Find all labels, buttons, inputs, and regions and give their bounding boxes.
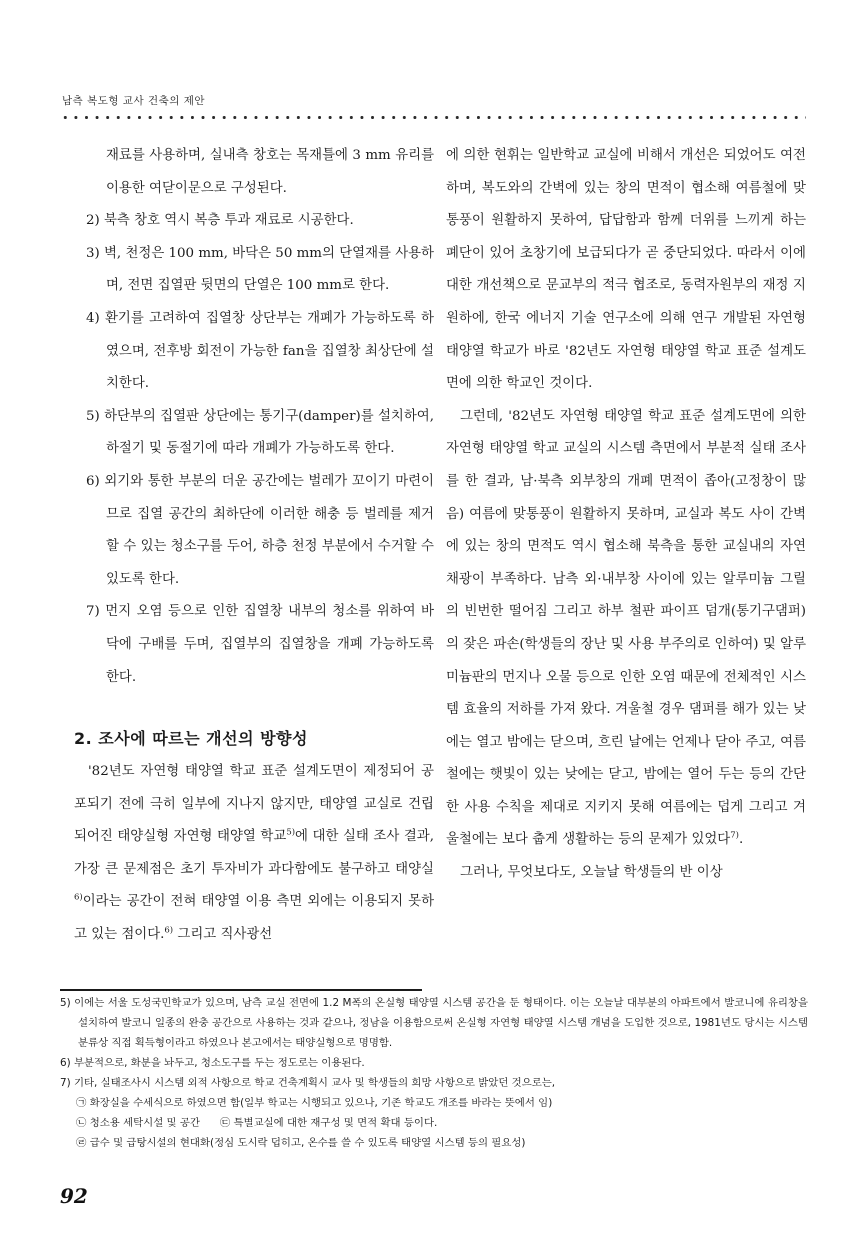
body-text: '82년도 자연형 태양열 학교 표준 설계도면이 제정되어 공포되기 전에 극히 일부에 지나지 않지만, 태양열 교실로 건립되어진 태양실형 자연형 태양열 학교	[74, 764, 434, 845]
footnote-6: 6) 부분적으로, 화분을 놔두고, 청소도구를 두는 정도로는 이용된다.	[60, 1057, 365, 1069]
running-header: 남측 복도형 교사 건축의 제안	[62, 95, 206, 107]
body-paragraph	[74, 756, 434, 952]
body-text: 그리고 직사광선	[173, 927, 273, 943]
lead-paragraph: 재료를 사용하며, 실내측 창호는 목재틀에 3 mm 유리를 이용한 여닫이문으로 구성된다.	[106, 148, 434, 196]
footnote-ref: 7)	[730, 831, 739, 841]
footnote-rule	[60, 989, 422, 991]
list-item: 5) 하단부의 집열판 상단에는 통기구(damper)를 설치하여, 하절기 및 동절기에 따라 개폐가 가능하도록 한다.	[86, 408, 434, 457]
list-item: 6) 외기와 통한 부분의 더운 공간에는 벌레가 꼬이기 마련이므로 집열 공간의 최하단에 이러한 해충 등 벌레를 제거할 수 있는 청소구를 두어, 하층 천정 부분에서 수거할 수 있도록 한다.	[86, 473, 434, 587]
body-text: 이라는 공간이 전혀 태양열 이용 측면 외에는 이용되지 못하고 있는 점이다.	[74, 894, 434, 943]
footnote-7-item: ㉣ 급수 및 급탕시설의 현대화(정심 도시락 덥히고, 온수를 쓸 수 있도록 태양열 시스템 등의 필요성)	[76, 1137, 526, 1149]
body-paragraph: 에 의한 현휘는 일반학교 교실에 비해서 개선은 되었어도 여전하며, 복도와의 간벽에 있는 창의 면적이 협소해 여름철에 맞통풍이 원활하지 못하여, 답답함과 함께 더위를 느끼게 하는 폐단이 있어 초창기에 보급되다가 곧 중단되었다. 따라서 이에 대한 개선책으로 문교부의 적극 협조로, 동력자원부의 재정 지원하에, 한국 에너지 기술 연구소에 의해 연구 개발된 자연형 태양열 학교가 바로 '82년도 자연형 태양열 학교 표준 설계도면에 의한 학교인 것이다.	[446, 148, 806, 392]
page-number: 92	[60, 1184, 88, 1208]
section-heading: 2. 조사에 따르는 개선의 방향성	[74, 729, 308, 749]
right-column	[446, 140, 806, 890]
footnote-7: 7) 기타, 실태조사시 시스템 외적 사항으로 학교 건축계획시 교사 및 학생들의 희망 사항으로 밝았던 것으로는,	[60, 1077, 556, 1089]
body-text: 에 대한 실태 조사 결과, 가장 큰 문제점은 초기 투자비가 과다함에도 불구하고 태양실	[74, 829, 434, 877]
list-item: 4) 환기를 고려하여 집열창 상단부는 개폐가 가능하도록 하였으며, 전후방 회전이 가능한 fan을 집열창 최상단에 설치한다.	[86, 310, 434, 392]
body-paragraph: 그러나, 무엇보다도, 오늘날 학생들의 반 이상	[460, 865, 723, 881]
body-paragraph	[446, 401, 806, 857]
footnote-5: 5) 이에는 서울 도성국민학교가 있으며, 남측 교실 전면에 1.2 M폭의 온실형 태양열 시스템 공간을 둔 형태이다. 이는 오늘날 대부분의 아파트에서 발코니에 유리창을 설치하여 발코니 일종의 완충 공간으로 사용하는 것과 같으나, 정남을 이용함으로써 온실형 자연형 태양열 시스템 개념을 도입한 것으로, 1981년도 당시는 시스템 분류상 직접 획득형이라고 하였으나 본고에서는 태양실형으로 명명함.	[60, 997, 808, 1049]
footnote-ref: 6)	[164, 925, 174, 936]
dotted-rule	[60, 113, 806, 122]
footnote-7-subitem: ㉢ 특별교실에 대한 재구성 및 면적 확대 등이다.	[219, 1117, 438, 1129]
list-item: 7) 먼지 오염 등으로 인한 집열창 내부의 청소를 위하여 바닥에 구배를 두며, 집열부의 집열창을 개폐 가능하도록 한다.	[86, 604, 434, 685]
footnote-7-item: ㉠ 화장실을 수세식으로 하였으면 함(일부 학교는 시행되고 있으나, 기존 학교도 개조를 바라는 뜻에서 임)	[76, 1097, 553, 1109]
body-text: .	[738, 832, 744, 848]
footnote-7-item	[60, 1113, 808, 1133]
footnote-ref: 5)	[286, 827, 296, 838]
footnote-7-subitem: ㉡ 청소용 세탁시설 및 공간	[76, 1117, 200, 1129]
list-item: 2) 북측 창호 역시 복층 투과 재료로 시공한다.	[86, 213, 354, 229]
body-text: 그런데, '82년도 자연형 태양열 학교 표준 설계도면에 의한 자연형 태양열 학교 교실의 시스템 측면에서 부분적 실태 조사를 한 결과, 남·북측 외부창의 개폐 면적이 좁아(고정창이 많음) 여름에 맞통풍이 원활하지 못하며, 교실과 복도 사이 간벽에 있는 창의 면적도 역시 협소해 북측을 통한 교실내의 자연 채광이 부족하다. 남측 외·내부창 사이에 있는 알루미늄 그릴의 빈번한 떨어짐 그리고 하부 철판 파이프 덤개(통기구댐퍼)의 잦은 파손(학생들의 장난 및 사용 부주의로 인하여) 및 알루미늄판의 먼지나 오물 등으로 인한 오염 때문에 전체적인 시스템 효율의 저하를 가져 왔다. 겨울철 경우 댐퍼를 해가 있는 낮에는 열고 밤에는 닫으며, 흐린 날에는 언제나 닫아 주고, 여름철에는 햇빛이 있는 낮에는 닫고, 밤에는 열어 두는 등의 간단한 사용 수칙을 제대로 지키지 못해 여름에는 덥게 그리고 겨울철에는 보다 춥게 생활하는 등의 문제가 있었다	[446, 408, 806, 848]
list-item: 3) 벽, 천정은 100 mm, 바닥은 50 mm의 단열재를 사용하며, 전면 집열판 뒷면의 단열은 100 mm로 한다.	[86, 245, 434, 294]
left-column	[74, 140, 434, 952]
footnote-ref: 6)	[74, 893, 83, 903]
footnotes	[60, 993, 808, 1153]
